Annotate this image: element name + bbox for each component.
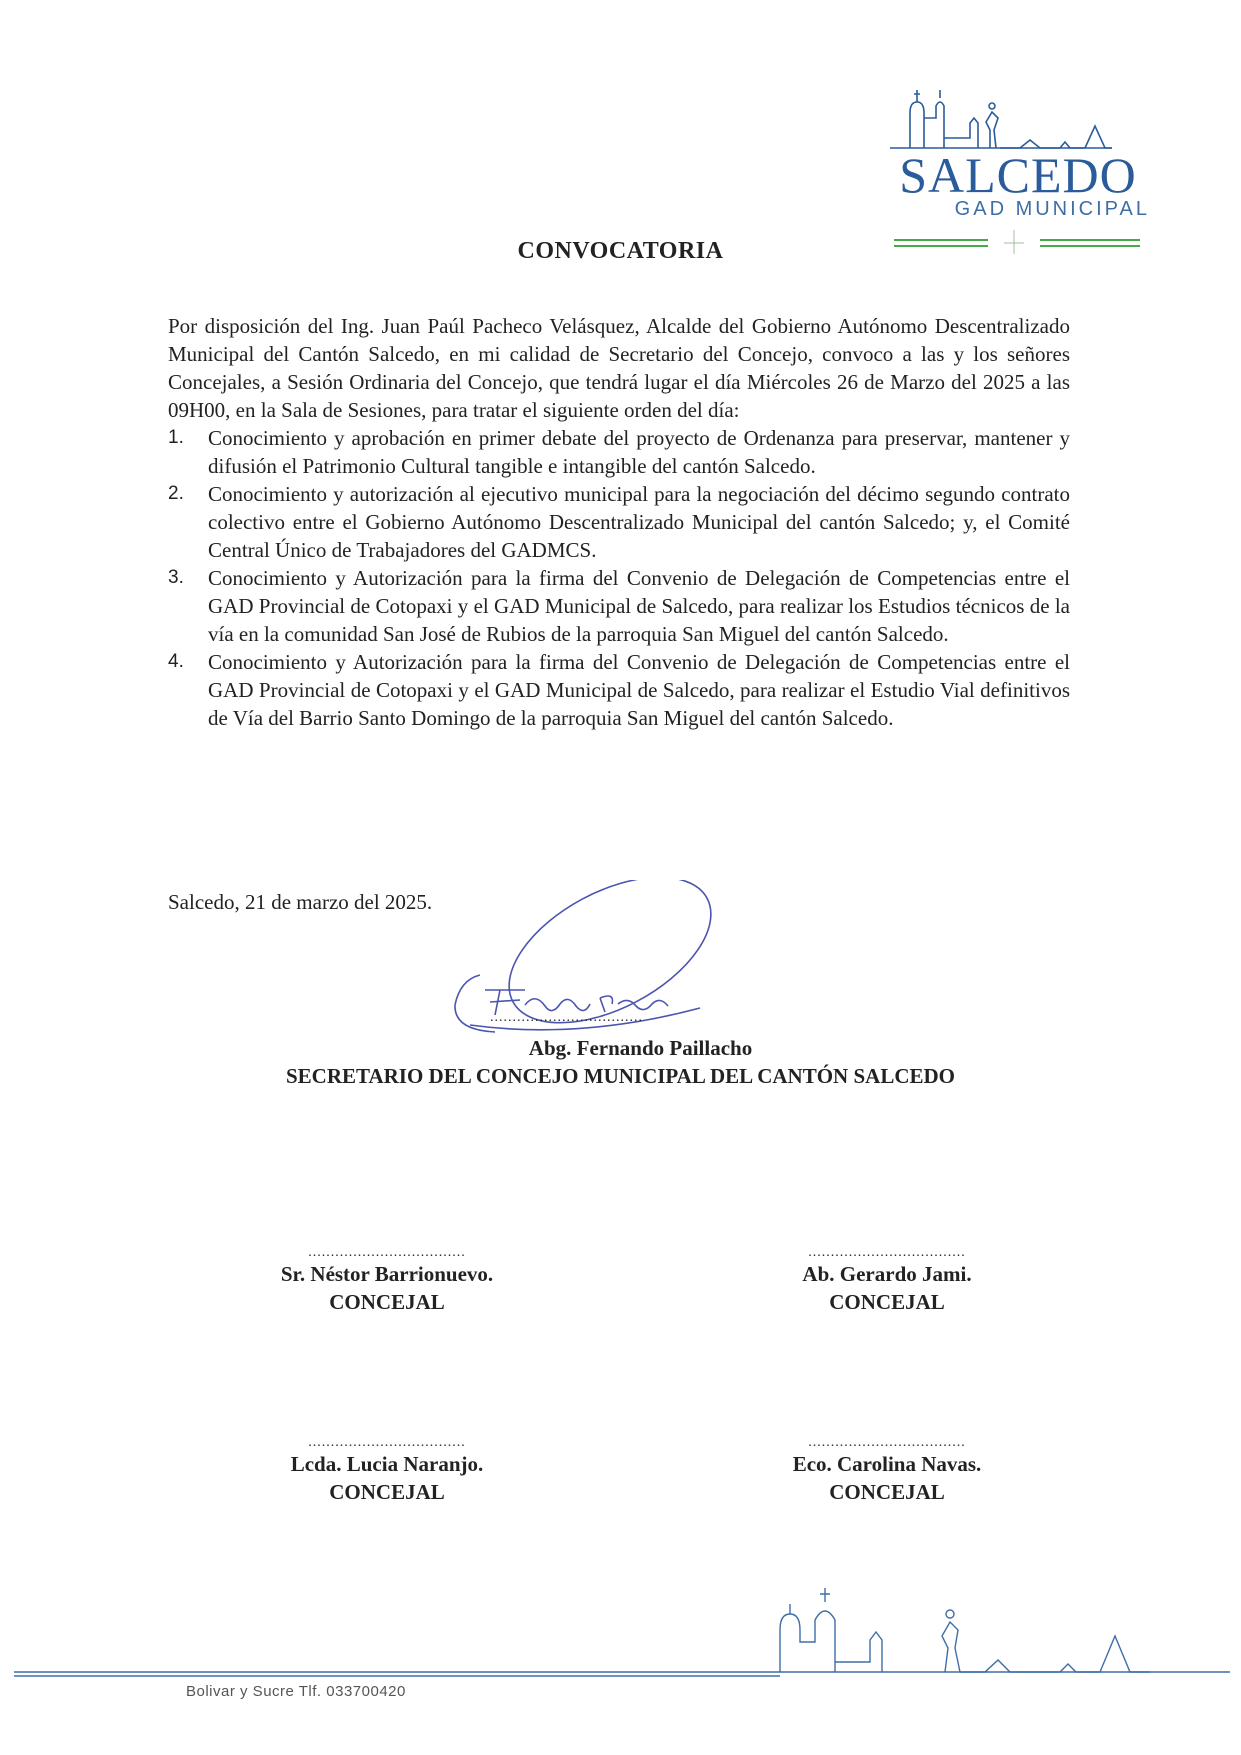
councilor-name: Lcda. Lucia Naranjo. (290, 1452, 484, 1476)
agenda-number: 2. (168, 483, 184, 504)
intro-paragraph: Por disposición del Ing. Juan Paúl Pacheco Velásquez, Alcalde del Gobierno Autónomo Descentralizado Municipal del Cantón Salcedo, en mi calidad de Secretario del Concejo, convoco a las y los señores Concejales, a Sesión Ordinaria del Concejo, que tendrá lugar el día Miércoles 26 de Marzo del 2025 a las 09H00, en la Sala de Sesiones, para tratar el siguiente orden del día: (168, 314, 1070, 422)
agenda-text: Conocimiento y aprobación en primer debate del proyecto de Ordenanza para preservar, mantener y difusión el Patrimonio Cultural tangible e intangible del cantón Salcedo. (208, 426, 1070, 478)
document-title: CONVOCATORIA (517, 238, 724, 264)
footer-skyline-icon (0, 1570, 1241, 1680)
councilor-signature-block (737, 1436, 1037, 1506)
logo-name: SALCEDO (899, 147, 1137, 203)
councilor-name: Eco. Carolina Navas. (792, 1452, 982, 1476)
place-date: Salcedo, 21 de marzo del 2025. (168, 890, 433, 914)
councilor-name: Sr. Néstor Barrionuevo. (280, 1262, 494, 1286)
logo-subtitle: GAD MUNICIPAL (954, 198, 1150, 220)
secretary-name: Abg. Fernando Paillacho (528, 1036, 753, 1060)
signature-line: ................................... (808, 1435, 966, 1450)
agenda-text: Conocimiento y Autorización para la firma del Convenio de Delegación de Competencias entre el GAD Provincial de Cotopaxi y el GAD Municipal de Salcedo, para realizar el Estudio Vial definitivos de Vía del Barrio Santo Domingo de la parroquia San Miguel del cantón Salcedo. (208, 650, 1070, 730)
councilor-signature-block (737, 1246, 1037, 1316)
councilor-signature-block (237, 1436, 537, 1506)
agenda-text: Conocimiento y Autorización para la firma del Convenio de Delegación de Competencias entre el GAD Provincial de Cotopaxi y el GAD Municipal de Salcedo, para realizar los Estudios técnicos de la vía en la comunidad San José de Rubios de la parroquia San Miguel del cantón Salcedo. (208, 566, 1070, 646)
footer-address: Bolivar y Sucre Tlf. 033700420 (186, 1683, 406, 1700)
secretary-signature-line: .................................. (490, 1010, 643, 1025)
councilor-role: CONCEJAL (329, 1480, 445, 1504)
secretary-role: SECRETARIO DEL CONCEJO MUNICIPAL DEL CANTÓN SALCEDO (286, 1064, 955, 1088)
agenda-number: 4. (168, 651, 184, 672)
signature-line: ................................... (308, 1245, 466, 1260)
agenda-item (168, 480, 1070, 564)
councilor-role: CONCEJAL (329, 1290, 445, 1314)
agenda-list (168, 424, 1070, 732)
councilor-role: CONCEJAL (829, 1480, 945, 1504)
agenda-item (168, 648, 1070, 732)
agenda-number: 1. (168, 427, 184, 448)
agenda-item (168, 424, 1070, 480)
agenda-text: Conocimiento y autorización al ejecutivo municipal para la negociación del décimo segundo contrato colectivo entre el Gobierno Autónomo Descentralizado Municipal del cantón Salcedo; y, el Comité Central Único de Trabajadores del GADMCS. (208, 482, 1070, 562)
councilor-signature-block (237, 1246, 537, 1316)
councilor-role: CONCEJAL (829, 1290, 945, 1314)
document-body (168, 312, 1070, 732)
signature-line: ................................... (808, 1245, 966, 1260)
councilor-name: Ab. Gerardo Jami. (802, 1262, 972, 1286)
agenda-item (168, 564, 1070, 648)
agenda-number: 3. (168, 567, 184, 588)
signature-line: ................................... (308, 1435, 466, 1450)
salcedo-logo (880, 78, 1150, 258)
